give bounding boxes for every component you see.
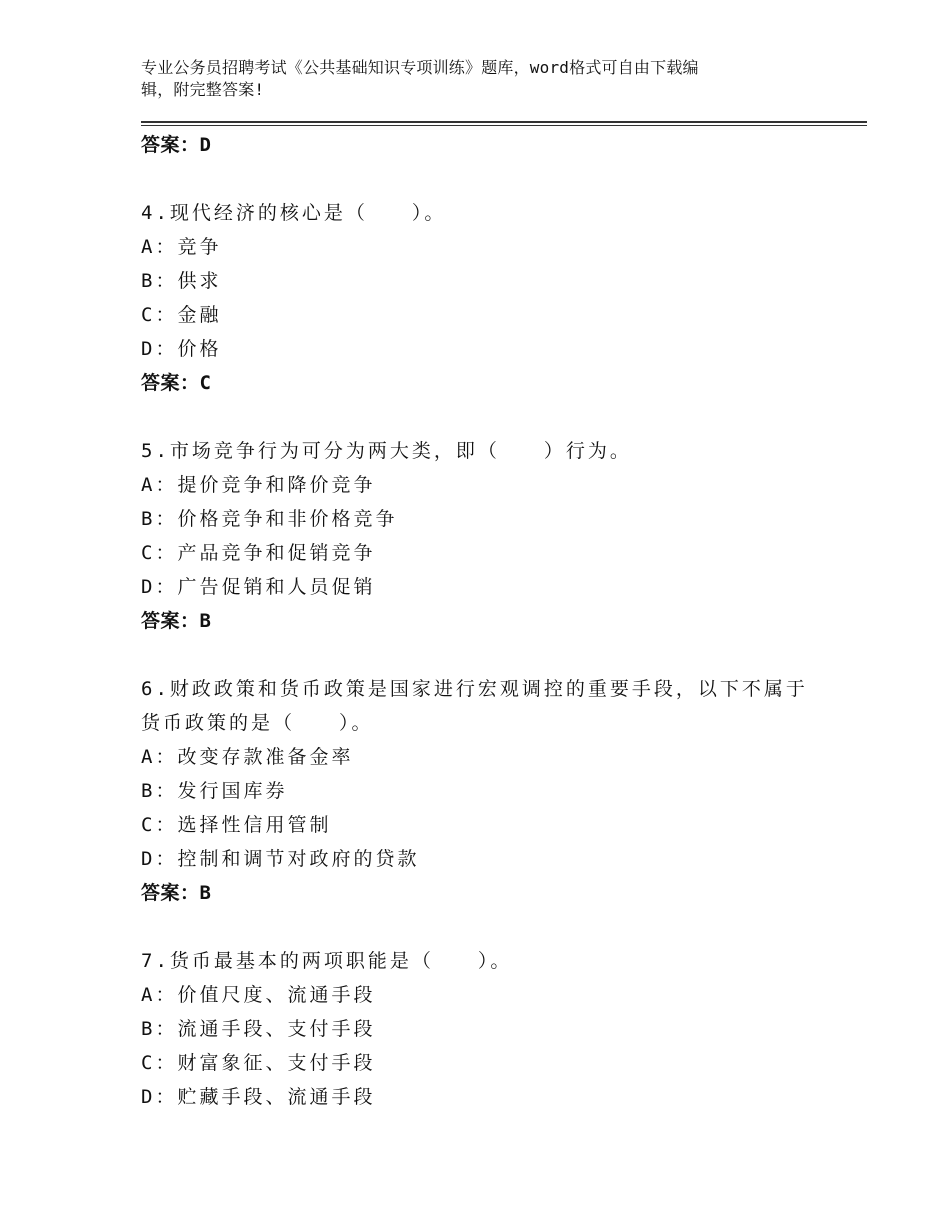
question-stem: 4.现代经济的核心是（ ）。 (141, 202, 447, 224)
option-b: B：发行国库券 (141, 780, 288, 802)
question-list (141, 128, 841, 1148)
option-b: B：供求 (141, 270, 222, 292)
option-d: D：控制和调节对政府的贷款 (141, 848, 420, 870)
document-header (141, 57, 801, 101)
option-a: A：价值尺度、流通手段 (141, 984, 376, 1006)
question-7 (141, 944, 841, 1114)
answer-q5: 答案：B (141, 610, 212, 632)
option-b: B：流通手段、支付手段 (141, 1018, 376, 1040)
option-a: A：提价竞争和降价竞争 (141, 474, 376, 496)
question-6 (141, 672, 841, 910)
header-line-2: 辑，附完整答案! (141, 80, 265, 99)
option-c: C：产品竞争和促销竞争 (141, 542, 376, 564)
option-c: C：财富象征、支付手段 (141, 1052, 376, 1074)
option-a: A：改变存款准备金率 (141, 746, 354, 768)
answer-q3: 答案：D (141, 134, 212, 156)
question-stem: 5.市场竞争行为可分为两大类，即（ ）行为。 (141, 440, 632, 462)
option-b: B：价格竞争和非价格竞争 (141, 508, 398, 530)
question-5 (141, 434, 841, 638)
answer-q6: 答案：B (141, 882, 212, 904)
option-c: C：金融 (141, 304, 222, 326)
question-stem-line-2: 货币政策的是（ ）。 (141, 712, 374, 734)
header-rule (141, 121, 867, 126)
answer-q4: 答案：C (141, 372, 212, 394)
option-d: D：广告促销和人员促销 (141, 576, 376, 598)
option-a: A：竞争 (141, 236, 222, 258)
option-c: C：选择性信用管制 (141, 814, 332, 836)
question-4 (141, 196, 841, 400)
question-stem: 7.货币最基本的两项职能是（ ）。 (141, 950, 513, 972)
option-d: D：贮藏手段、流通手段 (141, 1086, 376, 1108)
header-line-1: 专业公务员招聘考试《公共基础知识专项训练》题库，word格式可自由下载编 (141, 58, 699, 77)
question-stem-line-1: 6.财政政策和货币政策是国家进行宏观调控的重要手段，以下不属于 (141, 678, 808, 700)
option-d: D：价格 (141, 338, 222, 360)
